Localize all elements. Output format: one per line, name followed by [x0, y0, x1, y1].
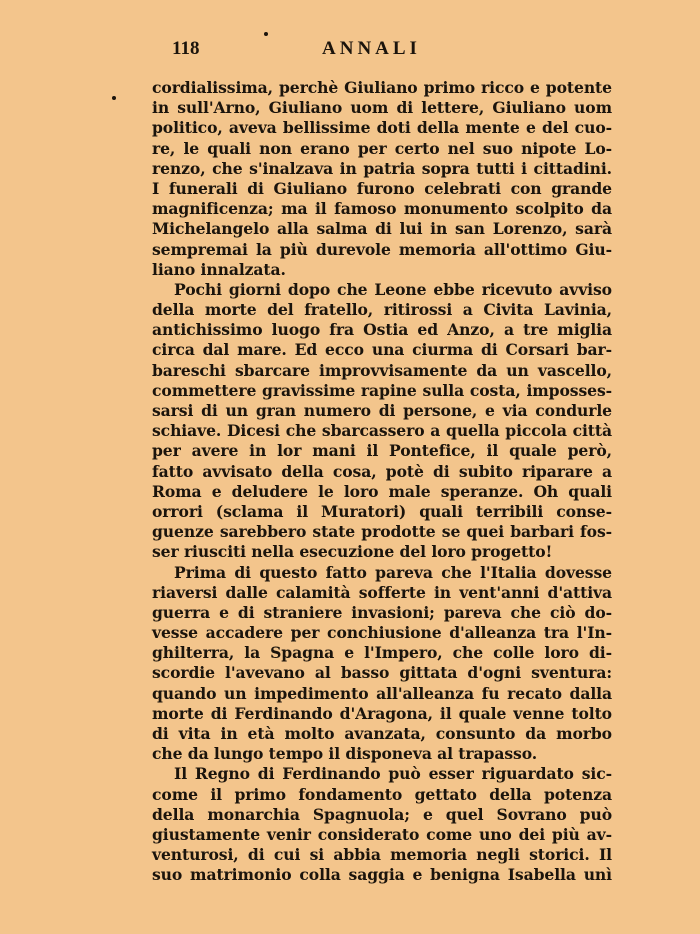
ink-speck	[112, 96, 116, 100]
text-line: Pochi giorni dopo che Leone ebbe ricevuto avviso	[174, 279, 612, 299]
text-line: I funerali di Giuliano furono celebrati con grande	[152, 178, 612, 198]
text-line: per avere in lor mani il Pontefice, il quale però,	[152, 441, 612, 461]
text-line: politico, aveva bellissime doti della mente e del cuo-	[152, 118, 612, 138]
text-line: Roma e deludere le loro male speranze. Oh quali	[152, 481, 612, 501]
text-line: magnificenza; ma il famoso monumento scolpito da	[152, 199, 612, 219]
text-line: della morte del fratello, ritirossi a Civita Lavinia,	[152, 300, 612, 320]
text-line: Il Regno di Ferdinando può esser riguardato sic-	[174, 764, 612, 784]
text-line: guerra e di straniere invasioni; pareva che ciò do-	[152, 602, 612, 622]
text-line: schiave. Dicesi che sbarcassero a quella piccola città	[152, 421, 612, 441]
text-line: re, le quali non erano per certo nel suo nipote Lo-	[152, 138, 612, 158]
text-line: suo matrimonio colla saggia e benigna Isabella unì	[152, 865, 612, 885]
text-line: vesse accadere per conchiusione d'alleanza tra l'In-	[152, 623, 612, 643]
text-line: Prima di questo fatto pareva che l'Italia dovesse	[174, 562, 612, 582]
text-line: fatto avvisato della cosa, potè di subito riparare a	[152, 461, 612, 481]
text-line: in sull'Arno, Giuliano uom di lettere, Giuliano uom	[152, 98, 612, 118]
text-line: antichissimo luogo fra Ostia ed Anzo, a tre miglia	[152, 320, 612, 340]
text-line: giustamente venir considerato come uno dei più av-	[152, 824, 612, 844]
book-page	[152, 36, 612, 885]
body-text	[152, 78, 612, 886]
text-line: ghilterra, la Spagna e l'Impero, che colle loro di-	[152, 643, 612, 663]
text-line: che da lungo tempo il disponeva al trapasso.	[152, 744, 538, 764]
text-line: bareschi sbarcare improvvisamente da un vascello,	[152, 360, 612, 380]
text-line: renzo, che s'inalzava in patria sopra tutti i cittadini.	[152, 158, 612, 178]
text-line: della monarchia Spagnuola; e quel Sovrano può	[152, 804, 612, 824]
text-line: riaversi dalle calamità sofferte in vent'anni d'attiva	[152, 582, 612, 602]
page-header	[152, 36, 612, 68]
text-line: orrori (sclama il Muratori) quali terribili conse-	[152, 501, 612, 521]
text-line: come il primo fondamento gettato della potenza	[152, 784, 612, 804]
page-number: 118	[172, 38, 200, 59]
text-line: commettere gravissime rapine sulla costa, imposses-	[152, 380, 612, 400]
text-line: venturosi, di cui si abbia memoria negli storici. Il	[152, 845, 612, 865]
text-line: scordie l'avevano al basso gittata d'ogni sventura:	[152, 663, 612, 683]
text-line: sarsi di un gran numero di persone, e via condurle	[152, 401, 612, 420]
text-line: liano innalzata.	[152, 259, 286, 279]
running-title: ANNALI	[322, 38, 421, 59]
text-line: quando un impedimento all'alleanza fu recato dalla	[152, 683, 612, 703]
text-line: morte di Ferdinando d'Aragona, il quale venne tolto	[152, 703, 612, 723]
text-line: guenze sarebbero state prodotte se quei barbari fos-	[152, 522, 612, 542]
text-line: Michelangelo alla salma di lui in san Lorenzo, sarà	[152, 219, 612, 239]
text-line: sempremai la più durevole memoria all'ottimo Giu-	[152, 239, 612, 259]
text-line: ser riusciti nella esecuzione del loro progetto!	[152, 542, 553, 562]
text-line: circa dal mare. Ed ecco una ciurma di Corsari bar-	[152, 340, 612, 360]
text-line: di vita in età molto avanzata, consunto da morbo	[152, 724, 612, 743]
text-line: cordialissima, perchè Giuliano primo ricco e potente	[152, 78, 612, 97]
